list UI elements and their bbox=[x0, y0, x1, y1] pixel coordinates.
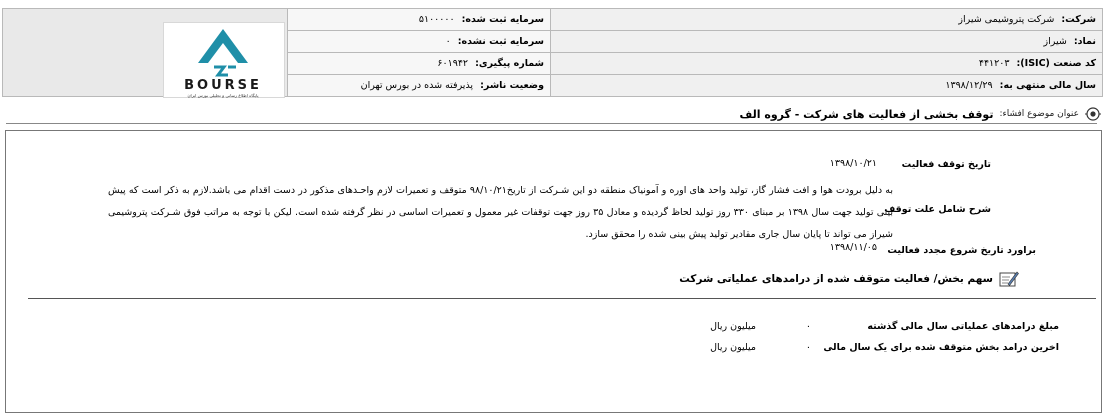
stop-date-label: تاریخ توقف فعالیت bbox=[901, 159, 991, 170]
reg-capital-cell bbox=[288, 9, 551, 31]
revenue-share-title: سهم بخش/ فعالیت متوقف شده از درامدهای عملیاتی شرکت bbox=[679, 273, 993, 285]
reason-text: به دلیل برودت هوا و افت فشار گاز، تولید واحد های اوره و آمونیاک منطقه دو این شـرکت از تاریخ۹۸/۱۰/۲۱ متوقف و تعمیرات لازم واحـدهای مذکور در دست اقدام می باشد.لازم به ذکر است که پیش بینی تولید جهت سال ۱۳۹۸ بر مبنای ۳۳۰ روز تولید لحاظ گردیده و معادل ۳۵ روز جهت توقفات غیر معمول و تعمیرات اساسی در نظر گرفته شده است. لیکن با توجه به مراتب فوق شـرکت پتروشیمی شیراز می تواند تا پایان سال جاری مقادیر تولید پیش بینی شده را محقق سازد. bbox=[108, 185, 893, 240]
symbol-label: نماد: bbox=[1073, 36, 1096, 47]
logo-wordmark: BOURSE bbox=[184, 78, 262, 93]
logo-tagline: پایگاه اطلاع رسانی و تحلیلی بورس ایران bbox=[187, 93, 259, 98]
reg-capital-value: ۵۱۰۰۰۰۰ bbox=[418, 14, 455, 25]
prev-year-revenue-label: مبلغ درامدهای عملیاتی سال مالی گذشته bbox=[867, 321, 1059, 332]
tracking-label: شماره پیگیری: bbox=[475, 58, 544, 69]
last-stopped-revenue-label: اخرین درامد بخش متوقف شده برای یک سال مالی bbox=[823, 342, 1059, 353]
subject-underline bbox=[6, 123, 1097, 124]
fiscal-label: سال مالی منتهی به: bbox=[999, 80, 1096, 91]
symbol-value: شیراز bbox=[1043, 36, 1067, 47]
isic-label: کد صنعت (ISIC): bbox=[1016, 58, 1096, 69]
prev-year-revenue-value: ۰ bbox=[805, 321, 811, 332]
unreg-capital-cell bbox=[288, 31, 551, 53]
bourse-logo-mark bbox=[162, 23, 284, 99]
isic-cell bbox=[551, 53, 1103, 75]
section-rule bbox=[28, 298, 1096, 299]
unreg-capital-value: ۰ bbox=[445, 36, 451, 47]
last-stopped-revenue-value: ۰ bbox=[805, 342, 811, 353]
restart-label: براورد تاریخ شروع مجدد فعالیت bbox=[887, 245, 1036, 256]
reg-capital-label: سرمایه ثبت شده: bbox=[461, 14, 544, 25]
target-icon bbox=[1085, 106, 1101, 122]
revenue-share-heading bbox=[679, 269, 1019, 289]
restart-value: ۱۳۹۸/۱۱/۰۵ bbox=[829, 242, 877, 253]
status-value: پذیرفته شده در بورس تهران bbox=[360, 80, 474, 91]
status-label: وضعیت ناشر: bbox=[480, 80, 544, 91]
status-cell bbox=[288, 75, 551, 97]
details-panel bbox=[5, 130, 1102, 413]
last-stopped-revenue-unit: میلیون ریال bbox=[710, 342, 756, 353]
subject-title: توقف بخشی از فعالیت های شرکت - گروه الف bbox=[739, 107, 994, 121]
symbol-cell bbox=[551, 31, 1103, 53]
stop-date-value: ۱۳۹۸/۱۰/۲۱ bbox=[829, 158, 877, 169]
tracking-cell bbox=[288, 53, 551, 75]
bourse-logo bbox=[163, 22, 285, 98]
prev-year-revenue-unit: میلیون ریال bbox=[710, 321, 756, 332]
reason-label: شرح شامل علت توقف bbox=[884, 204, 991, 215]
isic-value: ۴۴۱۲۰۳ bbox=[978, 58, 1010, 69]
disclosure-subject bbox=[740, 104, 1101, 124]
edit-note-icon bbox=[999, 270, 1019, 288]
fiscal-value: ۱۳۹۸/۱۲/۲۹ bbox=[945, 80, 993, 91]
company-label: شرکت: bbox=[1061, 14, 1096, 25]
tracking-value: ۶۰۱۹۴۲ bbox=[437, 58, 469, 69]
company-cell bbox=[551, 9, 1103, 31]
company-value: شرکت پتروشیمی شیراز bbox=[958, 14, 1055, 25]
fiscal-cell bbox=[551, 75, 1103, 97]
subject-caption: عنوان موضوع افشاء: bbox=[999, 109, 1079, 119]
unreg-capital-label: سرمایه ثبت نشده: bbox=[457, 36, 544, 47]
